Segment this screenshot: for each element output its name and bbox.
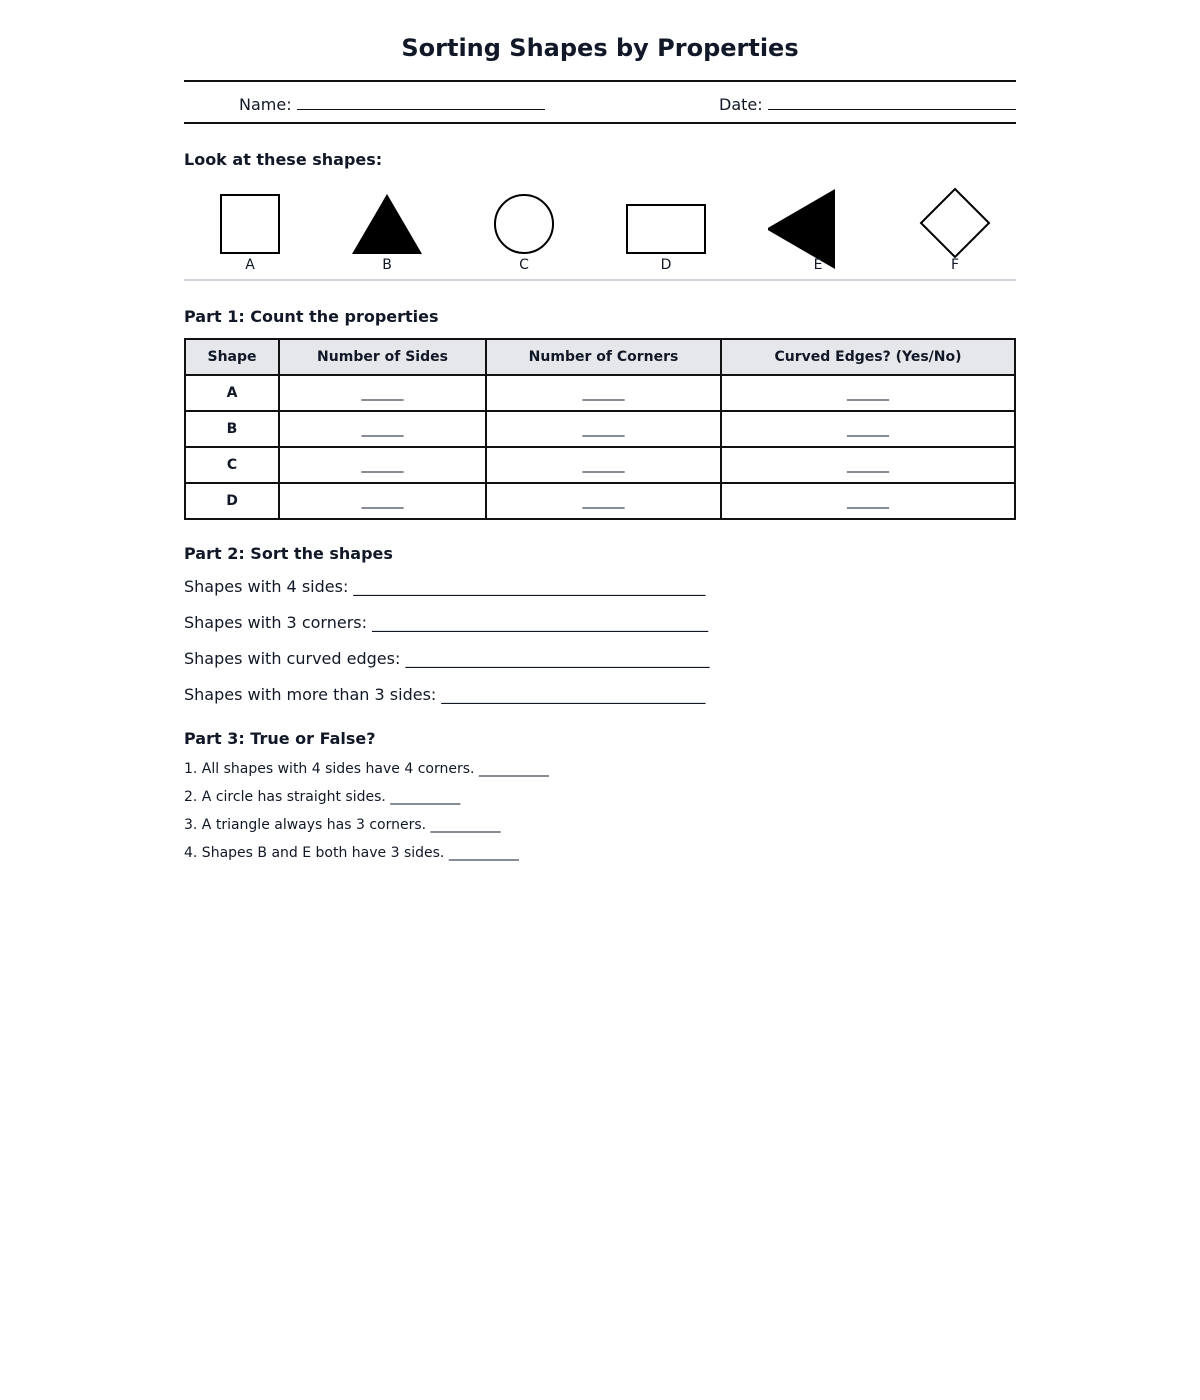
triangle-shape	[337, 179, 437, 259]
curved-blank[interactable]: ______	[721, 447, 1015, 483]
col-curved: Curved Edges? (Yes/No)	[721, 339, 1015, 375]
table-row	[185, 411, 1015, 447]
part2-heading: Part 2: Sort the shapes	[184, 544, 393, 563]
sort-line-4-sides[interactable]: Shapes with 4 sides: ____________________________________________	[184, 577, 706, 596]
col-sides: Number of Sides	[279, 339, 486, 375]
corners-blank[interactable]: ______	[486, 447, 721, 483]
properties-table	[184, 338, 1016, 520]
curved-blank[interactable]: ______	[721, 411, 1015, 447]
row-shape: D	[185, 483, 279, 519]
curved-blank[interactable]: ______	[721, 483, 1015, 519]
sort-line-curved[interactable]: Shapes with curved edges: ______________________________________	[184, 649, 710, 668]
circle-shape	[474, 179, 574, 259]
row-shape: C	[185, 447, 279, 483]
part3-heading: Part 3: True or False?	[184, 729, 376, 748]
shape-label-a: A	[245, 257, 255, 273]
date-blank-line[interactable]	[768, 92, 1016, 110]
tf-statement-4[interactable]: 4. Shapes B and E both have 3 sides. __________	[184, 845, 519, 861]
date-field[interactable]	[719, 92, 1016, 115]
curved-blank[interactable]: ______	[721, 375, 1015, 411]
sides-blank[interactable]: ______	[279, 447, 486, 483]
look-heading: Look at these shapes:	[184, 150, 383, 169]
shape-e	[768, 179, 868, 279]
shape-label-e: E	[813, 257, 823, 273]
corners-blank[interactable]: ______	[486, 483, 721, 519]
col-shape: Shape	[185, 339, 279, 375]
table-row	[185, 375, 1015, 411]
rectangle-outline	[627, 205, 705, 253]
sides-blank[interactable]: ______	[279, 411, 486, 447]
worksheet-page	[184, 0, 1016, 862]
table-header-row	[185, 339, 1015, 375]
sides-blank[interactable]: ______	[279, 483, 486, 519]
name-label: Name:	[239, 95, 292, 114]
col-corners: Number of Corners	[486, 339, 721, 375]
shape-c	[474, 179, 574, 279]
part1-heading: Part 1: Count the properties	[184, 307, 439, 326]
shapes-gallery	[184, 169, 1016, 281]
name-field[interactable]	[239, 92, 545, 115]
tf-statement-2[interactable]: 2. A circle has straight sides. __________	[184, 789, 461, 805]
diamond-outline	[921, 189, 989, 257]
shape-label-c: C	[519, 257, 529, 273]
shape-d	[616, 179, 716, 279]
circle-outline	[495, 195, 553, 253]
sort-line-3-corners[interactable]: Shapes with 3 corners: __________________________________________	[184, 613, 709, 632]
shape-b	[337, 179, 437, 279]
name-date-bar	[184, 80, 1016, 124]
square-shape	[200, 179, 300, 259]
corners-blank[interactable]: ______	[486, 375, 721, 411]
triangle-left-shape	[768, 179, 868, 269]
rectangle-shape	[616, 179, 716, 259]
row-shape: B	[185, 411, 279, 447]
table-row	[185, 447, 1015, 483]
tf-statement-3[interactable]: 3. A triangle always has 3 corners. __________	[184, 817, 501, 833]
shape-label-b: B	[382, 257, 392, 273]
tf-statement-1[interactable]: 1. All shapes with 4 sides have 4 corners. __________	[184, 761, 549, 777]
diamond-shape	[905, 179, 1005, 259]
table-row	[185, 483, 1015, 519]
date-label: Date:	[719, 95, 763, 114]
sort-line-more-than-3[interactable]: Shapes with more than 3 sides: _________________________________	[184, 685, 706, 704]
page-title: Sorting Shapes by Properties	[401, 34, 799, 62]
shape-f	[905, 179, 1005, 279]
row-shape: A	[185, 375, 279, 411]
sides-blank[interactable]: ______	[279, 375, 486, 411]
square-outline	[221, 195, 279, 253]
shape-label-f: F	[950, 257, 960, 273]
corners-blank[interactable]: ______	[486, 411, 721, 447]
shape-a	[200, 179, 300, 279]
name-blank-line[interactable]	[297, 92, 545, 110]
shape-label-d: D	[660, 257, 672, 273]
triangle-fill	[352, 194, 422, 254]
